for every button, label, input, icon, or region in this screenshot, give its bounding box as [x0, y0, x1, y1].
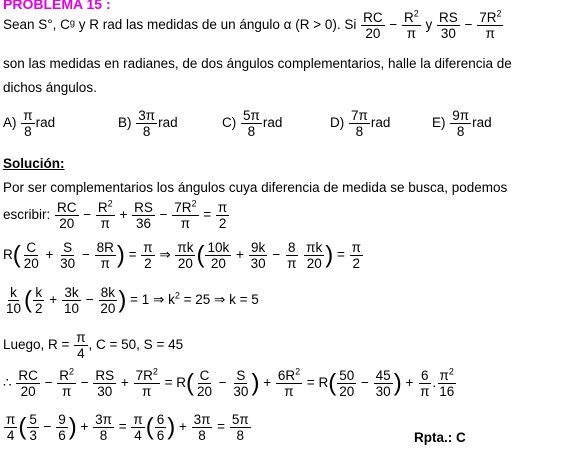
equation-6: $\frac{\pi}{4}$ ( $\frac{5}{3}$ − $\frac{9}{6}$ ) + $\frac{3\pi}{8}$ = $\frac{\pi}{4}$ ( $\frac{6}{6}$ ) + $\frac{3\pi}{8}$ = $\frac{5\pi}{8}$ [6, 412, 249, 443]
solution-text-1: Por ser complementarios los ángulos cuya diferencia de medida se busca, podemos [3, 180, 508, 195]
equation-4: Luego, R = $\frac{\pi}{4}$ , C = 50, S = 45 [3, 330, 184, 361]
statement-line-2: son las medidas en radianes, de dos ángulos complementarios, halle la diferencia de [3, 56, 512, 71]
frac-7r2-pi: $\frac{7R^2}{\pi}$ [479, 8, 502, 41]
equation-2: R( $\frac{C}{20}$ + $\frac{S}{30}$ − $\frac{8R}{\pi}$ ) = $\frac{\pi}{2}$ ⇒ $\frac{\pi k}{20}$ ( $\frac{10k}{20}$ + $\frac{9k}{30}$ − $\frac{8}{\pi}$ $\frac{\pi k}{20}$ ) = $\frac{\pi}{2}$ [3, 240, 361, 271]
equation-5: ∴ $\frac{RC}{20}$ − $\frac{R^2}{\pi}$ − $\frac{RS}{30}$ + $\frac{7R^2}{\pi}$ = R( $\frac{C}{20}$ − $\frac{S}{30}$ ) + $\frac{6R^2}{\pi}$ = R( $\frac{50}{20}$ − $\frac{45}{30}$ ) + $\frac{6}{\pi}$ . $\frac{\pi^2}{16}$ [3, 366, 455, 399]
equation-1: escribir: $\frac{RC}{20}$ − $\frac{R^2}{\pi}$ + $\frac{RS}{36}$ − $\frac{7R^2}{\pi}$ = $\frac{\pi}{2}$ [3, 198, 228, 231]
option-a: A) $\frac{\pi}{8}$ rad [3, 108, 56, 139]
statement-line-3: dichos ángulos. [3, 80, 97, 95]
solution-heading: Solución: [3, 156, 65, 171]
equation-3: $\frac{k}{10}$ ( $\frac{k}{2}$ + $\frac{3k}{10}$ − $\frac{8k}{20}$ ) = 1 ⇒ $k^2 = 25$ ⇒ k = 5 [6, 285, 259, 316]
statement-mid: y [425, 17, 433, 33]
option-d: D) $\frac{7\pi}{8}$ rad [330, 108, 391, 139]
frac-rc-20: $\frac{RC}{20}$ [363, 10, 383, 41]
statement-text-1: Sean S°, Cᵍ y R rad las medidas de un ángulo α (R > 0). Si [3, 17, 357, 33]
option-c: C) $\frac{5\pi}{8}$ rad [222, 108, 283, 139]
statement-line-1: Sean S°, Cᵍ y R rad las medidas de un ángulo α (R > 0). Si $\frac{RC}{20}$ − $\frac{R^2}{\pi}$ y $\frac{RS}{30}$ − $\frac{7R^2}{\pi}$ [3, 8, 502, 41]
problem-title: PROBLEMA 15 : [3, 0, 111, 12]
frac-r2-pi: $\frac{R^2}{\pi}$ [404, 8, 419, 41]
frac-rs-30: $\frac{RS}{30}$ [439, 10, 458, 41]
option-e: E) $\frac{9\pi}{8}$ rad [432, 108, 492, 139]
answer-label: Rpta.: C [414, 430, 466, 445]
option-b: B) $\frac{3\pi}{8}$ rad [118, 108, 178, 139]
